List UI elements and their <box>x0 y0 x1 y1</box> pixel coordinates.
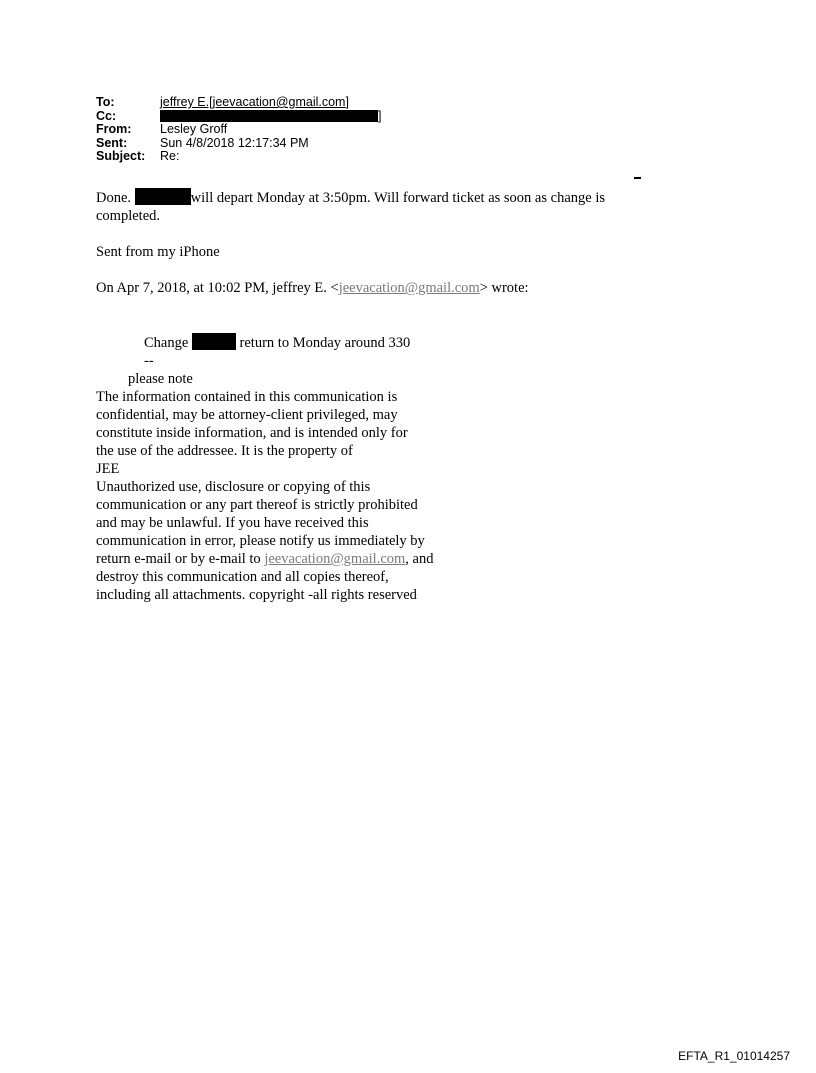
quoted-text-a: Change <box>144 335 189 351</box>
disclaimer-line: communication or any part thereof is strictly prohibited <box>96 497 418 513</box>
quoted-redaction <box>192 333 236 350</box>
disclaimer-line: communication in error, please notify us immediately by <box>96 533 425 549</box>
disclaimer-line: destroy this communication and all copies thereof, <box>96 569 389 585</box>
quote-intro <box>96 279 736 297</box>
cc-label: Cc: <box>96 108 117 123</box>
to-label: To: <box>96 95 115 109</box>
disclaimer <box>96 388 736 604</box>
disclaimer-line: Unauthorized use, disclosure or copying of this <box>96 479 371 495</box>
quote-email-link[interactable]: jeevacation@gmail.com <box>338 280 480 296</box>
cc-redaction <box>160 110 378 122</box>
disclaimer-line: confidential, may be attorney-client privileged, may <box>96 407 398 423</box>
cc-value <box>160 110 381 124</box>
disclaimer-line: constitute inside information, and is intended only for <box>96 425 408 441</box>
disclaimer-line: the use of the addressee. It is the property of <box>96 443 353 459</box>
reply-text-a: Done. <box>96 190 132 206</box>
disclaimer-line: JEE <box>96 461 120 477</box>
sent-value: Sun 4/8/2018 12:17:34 PM <box>160 135 309 150</box>
sent-label: Sent: <box>96 135 128 150</box>
sent-row <box>96 137 381 151</box>
disclaimer-line: including all attachments. copyright -all rights reserved <box>96 587 417 603</box>
reply-line-1 <box>96 188 736 207</box>
subject-row <box>96 150 381 164</box>
disclaimer-line: The information contained in this communication is <box>96 389 398 405</box>
disclaimer-line: and may be unlawful. If you have received this <box>96 515 369 531</box>
disclaimer-email-line <box>96 550 736 568</box>
email-body <box>96 188 736 604</box>
cc-suffix: ] <box>378 108 382 123</box>
quoted-text-b: return to Monday around 330 <box>239 335 411 351</box>
to-value: jeffrey E.[jeevacation@gmail.com] <box>160 95 349 109</box>
quote-intro-end: > wrote: <box>479 280 529 296</box>
disclaimer-email-link[interactable]: jeevacation@gmail.com <box>264 551 406 567</box>
reply-text-b: will depart Monday at 3:50pm. Will forward ticket as soon as change is <box>190 190 605 206</box>
to-row <box>96 96 381 110</box>
stray-mark <box>634 177 641 179</box>
name-redaction <box>135 188 191 205</box>
from-value: Lesley Groff <box>160 122 228 136</box>
cc-row <box>96 110 381 124</box>
subject-value: Re: <box>160 149 180 163</box>
document-id: EFTA_R1_01014257 <box>678 1049 790 1063</box>
email-header <box>96 96 381 164</box>
subject-label: Subject: <box>96 149 146 163</box>
reply-line-2: completed. <box>96 208 161 224</box>
from-row <box>96 123 381 137</box>
signature-dash: -- <box>144 353 154 369</box>
disclaimer-email-pre: return e-mail or by e-mail to <box>96 551 265 567</box>
disclaimer-email-post: , and <box>405 551 434 567</box>
quote-intro-text: On Apr 7, 2018, at 10:02 PM, jeffrey E. < <box>96 280 339 296</box>
signature: Sent from my iPhone <box>96 244 220 260</box>
please-note: please note <box>128 371 193 387</box>
quoted-message <box>96 333 736 352</box>
from-label: From: <box>96 122 132 136</box>
